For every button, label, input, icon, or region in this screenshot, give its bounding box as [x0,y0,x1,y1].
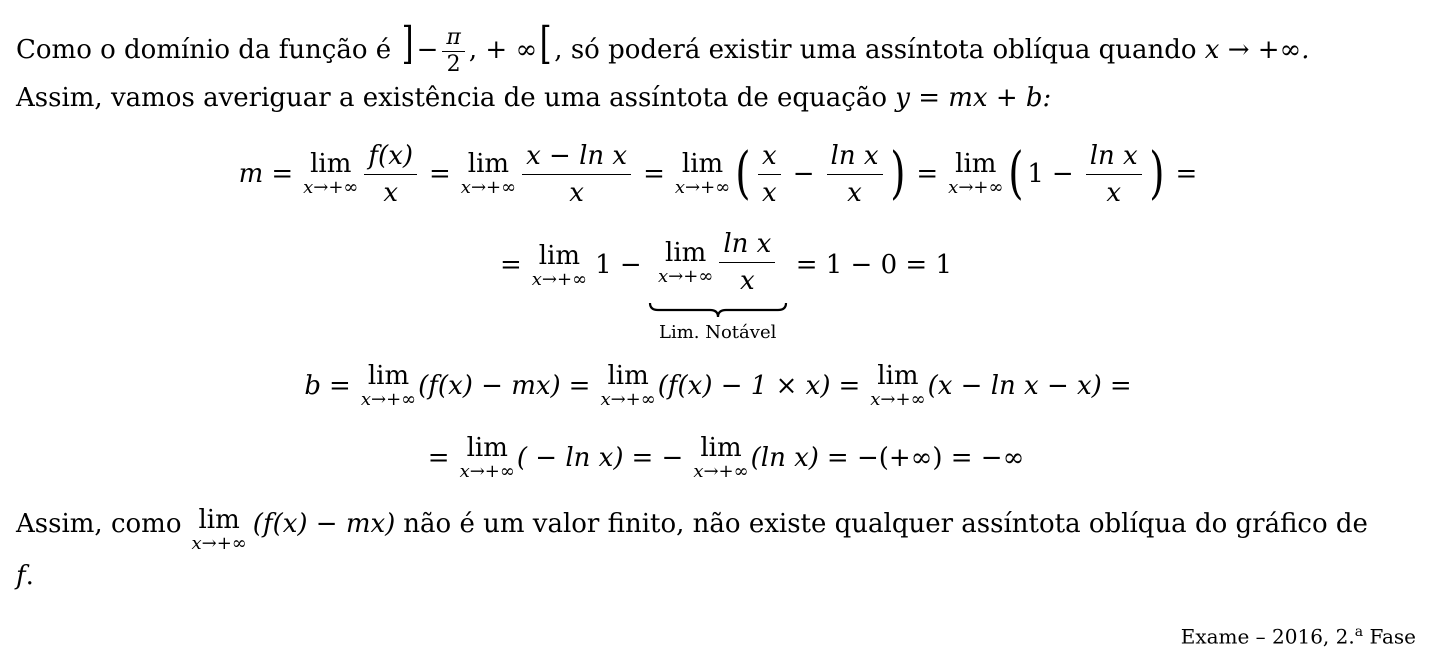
ordinal-marker: a [1354,624,1364,640]
equals-sign: = [271,159,294,189]
lim-subscript: x→+∞ [693,461,749,482]
equals-sign: = [329,371,351,401]
equation-m-line-1 [0,134,1444,214]
result-tail: = 1 − 0 = 1 [795,250,952,280]
underbrace-notable-limit [648,228,788,345]
limit-operator [658,239,713,287]
minus-sign: − [1051,159,1074,189]
paren-open: ( [735,141,751,206]
limit-operator [948,150,1003,198]
lim-subscript: x→+∞ [303,177,359,198]
numerator: ln x [1086,140,1142,175]
intro-text-3: Assim, vamos averiguar a existência de uma assíntota de equação [16,82,887,113]
asymptote-equation: y = mx + b: [895,82,1052,113]
conclusion-text-2: não é um valor finito, não existe qualquer assíntota oblíqua do gráfico de [403,509,1368,539]
lim-word: lim [681,149,724,179]
period: . [25,561,34,591]
conclusion-text-1: Assim, como [16,509,182,539]
intro-text-1: Como o domínio da função é [16,35,392,65]
equals-sign: = [643,159,665,189]
lim-subscript: x→+∞ [191,533,247,554]
minus-sign: − [792,159,815,189]
plus-infinity: , + ∞ [468,35,538,65]
numerator: x [758,140,781,175]
denominator: x [569,177,584,208]
exam-year: Exame – 2016, 2. [1180,624,1355,649]
expr-minus-lnx: ( − ln x) [516,443,624,473]
lim-word: lim [877,361,919,391]
intro-text-2: , só poderá existir uma assíntota oblíqua quando [554,35,1197,65]
equation-m-line-2 [0,228,1444,348]
intro-line-2 [16,76,1416,120]
expr-lnx: (ln x) [750,443,819,473]
lim-subscript: x→+∞ [658,265,714,287]
limit-operator [870,362,925,410]
numerator: ln x [719,228,775,263]
denominator: x [847,177,862,208]
fraction-x-over-x [758,140,781,209]
lim-subscript: x→+∞ [870,389,926,410]
equals-sign: = [1175,159,1198,189]
lim-subscript: x→+∞ [600,389,656,410]
equation-b-line-1 [0,356,1444,416]
limit-operator [693,434,748,482]
denominator: x [740,266,755,296]
equation-b-line-2 [0,428,1444,488]
fraction-lnx-over-x [719,228,775,297]
fraction-lnx-over-x [827,140,883,209]
denominator: x [383,177,399,208]
lim-word: lim [466,433,508,463]
underbrace-body [656,228,779,297]
brace-label: Lim. Notável [659,322,777,343]
limit-operator [303,150,358,198]
numerator: f(x) [364,140,417,175]
equals-sign: = [916,159,939,189]
expr-f-minus-mx: (f(x) − mx) [418,371,561,401]
lim-word: lim [310,149,352,179]
denominator: x [762,177,777,208]
conclusion-paragraph [16,502,1416,598]
equals-sign: = [1109,371,1132,401]
denominator-two: 2 [446,51,461,77]
limit-operator [461,150,516,198]
lim-word: lim [955,149,997,179]
fraction-lnx-over-x [1086,140,1142,209]
lim-subscript: x→+∞ [531,269,588,290]
limit-expression: x → +∞. [1204,35,1310,65]
intro-line-1 [16,18,1416,77]
lim-subscript: x→+∞ [360,389,417,410]
lim-subscript: x→+∞ [948,177,1004,198]
lim-word: lim [467,149,510,179]
fraction-fx-over-x [364,140,417,209]
numerator: x − ln x [522,140,631,175]
lim-word: lim [538,241,581,271]
var-f: f [16,561,26,591]
fraction-x-minus-lnx [522,140,631,209]
lim-word: lim [700,433,742,463]
equals-sign: = [429,159,451,189]
conclusion-line-1 [16,502,1416,554]
expr-x-minus-lnx-minus-x: (x − ln x − x) [927,371,1102,401]
var-m: m [238,159,264,189]
bracket-right: ] [402,18,415,69]
lim-word: lim [198,505,240,535]
equals-sign: = [568,371,591,401]
exam-phase: Fase [1363,624,1416,649]
domain-minus: − [416,35,439,65]
lim-word: lim [607,361,649,391]
expr-f-minus-1x: (f(x) − 1 × x) [657,371,831,401]
expr-f-minus-mx: (f(x) − mx) [252,509,396,539]
denominator: x [1106,177,1122,208]
lim-word: lim [367,361,410,391]
pi-symbol: π [442,27,464,52]
limit-operator [191,506,246,554]
limit-operator [675,150,730,198]
one-minus: 1 − [595,250,642,280]
intro-paragraph [16,18,1416,120]
one: 1 [1027,159,1044,189]
bracket-left: [ [539,18,552,69]
lim-subscript: x→+∞ [674,177,731,198]
lim-word: lim [665,237,707,268]
conclusion-line-2 [16,554,1416,598]
limit-operator [460,434,515,482]
pi-over-two [442,24,464,77]
limit-operator [532,242,587,290]
equals-minus: = − [631,443,684,473]
limit-operator [600,362,655,410]
var-b: b [304,371,322,401]
lim-subscript: x→+∞ [460,177,517,198]
numerator: ln x [827,140,883,175]
lim-subscript: x→+∞ [459,461,515,482]
exam-reference [1181,624,1416,649]
paren-close: ) [1148,141,1165,206]
result-tail: = −(+∞) = −∞ [826,443,1025,473]
equals-sign: = [499,250,522,280]
limit-operator [361,362,416,410]
underbrace-icon [648,301,788,319]
equals-sign: = [427,443,450,473]
paren-close: ) [889,141,906,206]
equals-sign: = [838,371,861,401]
paren-open: ( [1008,141,1025,206]
